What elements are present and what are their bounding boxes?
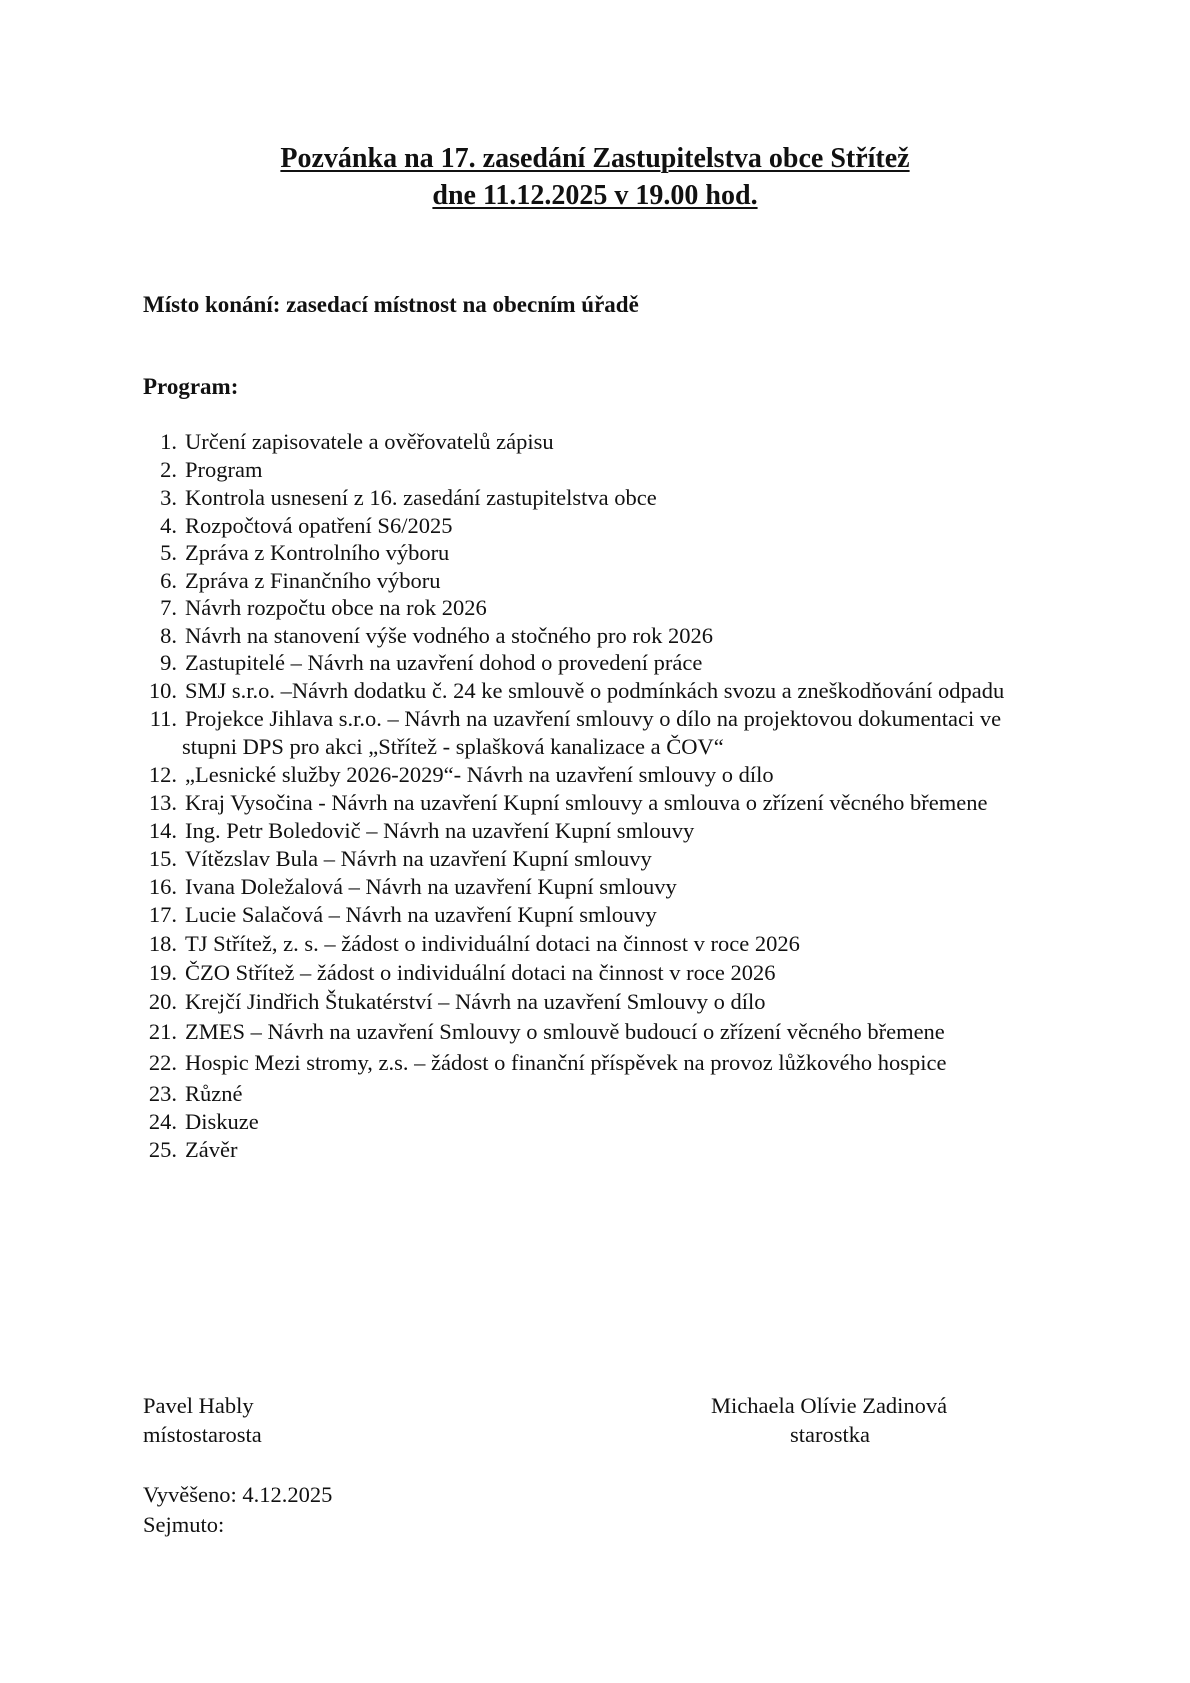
agenda-item-text: Lucie Salačová – Návrh na uzavření Kupní smlouvy	[185, 902, 657, 927]
agenda-item-number: 18.	[148, 931, 177, 956]
agenda-item-number: 14.	[148, 818, 177, 843]
agenda-item-text: ZMES – Návrh na uzavření Smlouvy o smlouvě budoucí o zřízení věcného břemene	[185, 1019, 945, 1044]
agenda-item-number: 7.	[160, 595, 177, 620]
agenda-item-number: 20.	[148, 989, 177, 1014]
agenda-item-number: 9.	[160, 650, 177, 675]
agenda-item-text: Zastupitelé – Návrh na uzavření dohod o provedení práce	[185, 650, 703, 675]
agenda-item-number: 17.	[148, 902, 177, 927]
agenda-item-number: 25.	[148, 1137, 177, 1162]
meeting-place: Místo konání: zasedací místnost na obecním úřadě	[143, 292, 639, 317]
agenda-item-text: Diskuze	[185, 1109, 259, 1134]
agenda-item-number: 22.	[148, 1050, 177, 1075]
agenda-item-text: ČZO Střítež – žádost o individuální dotaci na činnost v roce 2026	[185, 960, 776, 985]
agenda-item-number: 2.	[160, 457, 177, 482]
agenda-item-text: SMJ s.r.o. –Návrh dodatku č. 24 ke smlouvě o podmínkách svozu a zneškodňování odpadu	[185, 678, 1005, 703]
agenda-item-text: TJ Střítež, z. s. – žádost o individuální dotaci na činnost v roce 2026	[185, 931, 800, 956]
program-heading: Program:	[143, 374, 239, 399]
agenda-item-text: Určení zapisovatele a ověřovatelů zápisu	[185, 429, 554, 454]
agenda-item-number: 10.	[148, 678, 177, 703]
agenda-item-number: 11.	[149, 706, 177, 731]
document-title: Pozvánka na 17. zasedání Zastupitelstva obce Střítež	[280, 143, 910, 174]
meeting-date: dne 11.12.2025 v 19.00 hod.	[432, 180, 758, 211]
signature-left-role: místostarosta	[143, 1422, 262, 1447]
signature-right-name: Michaela Olívie Zadinová	[711, 1393, 948, 1418]
agenda-item-text: „Lesnické služby 2026-2029“- Návrh na uzavření smlouvy o dílo	[185, 762, 774, 787]
agenda-item-number: 24.	[148, 1109, 177, 1134]
agenda-item-number: 16.	[148, 874, 177, 899]
agenda-item-number: 8.	[160, 623, 177, 648]
agenda-item-text: Program	[185, 457, 263, 482]
agenda-item-number: 1.	[160, 429, 177, 454]
agenda-item-number: 6.	[160, 568, 177, 593]
agenda-item-number: 3.	[160, 485, 177, 510]
agenda-item-text-continued: stupni DPS pro akci „Střítež - splašková kanalizace a ČOV“	[182, 734, 724, 759]
agenda-item-text: Hospic Mezi stromy, z.s. – žádost o finanční příspěvek na provoz lůžkového hospice	[185, 1050, 947, 1075]
agenda-item-text: Zpráva z Kontrolního výboru	[185, 540, 450, 565]
agenda-item-text: Projekce Jihlava s.r.o. – Návrh na uzavření smlouvy o dílo na projektovou dokumentaci ve	[185, 706, 1002, 731]
agenda-item-text: Závěr	[185, 1137, 238, 1162]
agenda-item-number: 21.	[148, 1019, 177, 1044]
agenda-item-text: Zpráva z Finančního výboru	[185, 568, 441, 593]
agenda-item-number: 13.	[148, 790, 177, 815]
posted-date: Vyvěšeno: 4.12.2025	[143, 1482, 333, 1507]
signature-right-role: starostka	[790, 1422, 870, 1447]
agenda-item-number: 23.	[148, 1081, 177, 1106]
agenda-item-number: 4.	[160, 513, 177, 538]
agenda-item-number: 19.	[148, 960, 177, 985]
agenda-item-text: Krejčí Jindřich Štukatérství – Návrh na uzavření Smlouvy o dílo	[185, 989, 766, 1014]
agenda-item-number: 5.	[160, 540, 177, 565]
agenda-item-text: Návrh na stanovení výše vodného a stočného pro rok 2026	[185, 623, 714, 648]
agenda-item-text: Rozpočtová opatření S6/2025	[185, 513, 453, 538]
agenda-item-text: Různé	[185, 1081, 243, 1106]
agenda-item-text: Kontrola usnesení z 16. zasedání zastupitelstva obce	[185, 485, 657, 510]
agenda-item-text: Vítězslav Bula – Návrh na uzavření Kupní smlouvy	[185, 846, 652, 871]
agenda-item-text: Kraj Vysočina - Návrh na uzavření Kupní smlouvy a smlouva o zřízení věcného břemene	[185, 790, 988, 815]
agenda-item-text: Ivana Doležalová – Návrh na uzavření Kupní smlouvy	[185, 874, 677, 899]
agenda-item-text: Ing. Petr Boledovič – Návrh na uzavření Kupní smlouvy	[185, 818, 695, 843]
agenda-item-number: 15.	[148, 846, 177, 871]
signature-left-name: Pavel Hably	[143, 1393, 254, 1418]
agenda-item-text: Návrh rozpočtu obce na rok 2026	[185, 595, 487, 620]
removed-date: Sejmuto:	[143, 1512, 225, 1537]
agenda-item-number: 12.	[148, 762, 177, 787]
